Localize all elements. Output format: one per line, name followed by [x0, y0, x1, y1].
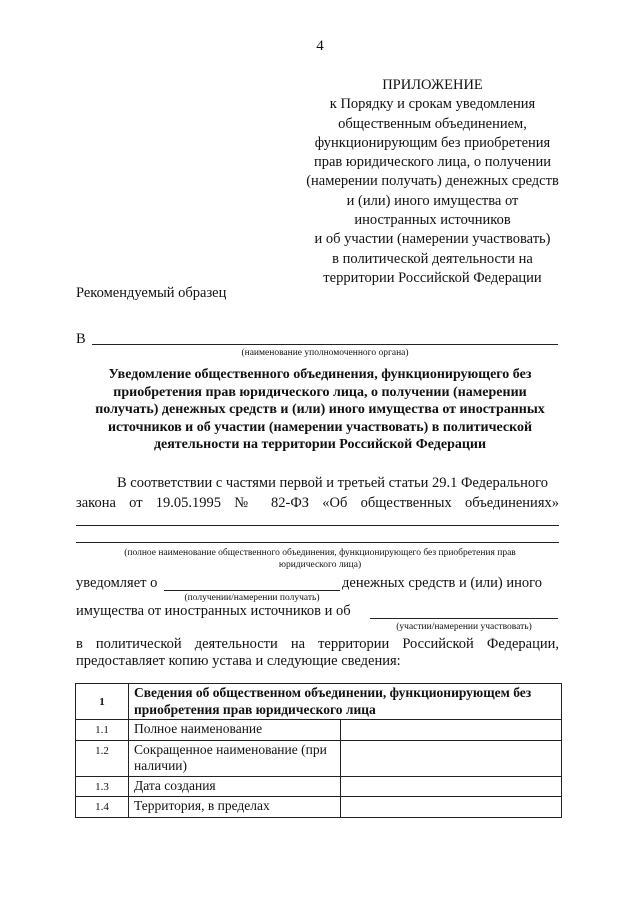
table-row	[76, 797, 562, 818]
header-title: Сведения об общественном объединении, функционирующем без приобретения прав юридического лица	[129, 684, 562, 720]
participation-field[interactable]	[370, 618, 558, 619]
table-row	[76, 720, 562, 741]
title-line: деятельности на территории Российской Федерации	[153, 437, 487, 453]
appendix-line: в политической деятельности на	[332, 250, 533, 267]
notifies-suffix: денежных средств и (или) иного	[342, 575, 542, 591]
appendix-line: ПРИЛОЖЕНИЕ	[382, 77, 483, 93]
appendix-line: к Порядку и срокам уведомления	[329, 96, 536, 113]
row-number: 1.4	[76, 797, 129, 818]
receipt-field[interactable]	[164, 590, 340, 591]
participation-caption: (участии/намерении участвовать)	[396, 622, 532, 632]
appendix-line: функционирующим без приобретения	[314, 134, 551, 151]
table-header-row	[76, 684, 562, 720]
org-caption-line: (полное наименование общественного объединения, функционирующего без приобретения прав	[124, 548, 516, 558]
row-label: Дата создания	[129, 776, 341, 797]
notification-title	[70, 366, 570, 454]
organization-info-table	[75, 683, 562, 818]
row-number: 1.3	[76, 776, 129, 797]
page-number: 4	[316, 38, 324, 54]
closing-line: в политической деятельности на территории Российской Федерации,	[76, 636, 559, 652]
notifies-prefix: уведомляет о	[76, 575, 158, 591]
addressee-caption: (наименование уполномоченного органа)	[241, 348, 409, 358]
receipt-caption: (получении/намерении получать)	[184, 593, 320, 603]
header-number: 1	[76, 684, 129, 720]
closing-line: предоставляет копию устава и следующие сведения:	[76, 653, 401, 669]
appendix-block	[290, 76, 575, 288]
appendix-line: (намерении получать) денежных средств	[306, 173, 559, 190]
row-value-cell[interactable]	[341, 776, 562, 797]
title-line: Уведомление общественного объединения, функционирующего без	[108, 367, 532, 382]
appendix-line: территории Российской Федерации	[323, 269, 542, 286]
property-text: имущества от иностранных источников и об	[76, 603, 351, 619]
row-number: 1.1	[76, 720, 129, 741]
table-row	[76, 776, 562, 797]
paragraph-line: В соответствии с частями первой и третьей статьи 29.1 Федерального	[117, 475, 548, 491]
row-label: Территория, в пределах	[129, 797, 341, 818]
row-label: Сокращенное наименование (при наличии)	[129, 740, 341, 776]
appendix-line: и об участии (намерении участвовать)	[314, 231, 551, 248]
appendix-line: общественным объединением,	[338, 115, 527, 132]
row-value-cell[interactable]	[341, 740, 562, 776]
row-label: Полное наименование	[129, 720, 341, 741]
table-row	[76, 740, 562, 776]
org-name-field-1[interactable]	[76, 525, 559, 526]
title-line: источников и об участии (намерении участвовать) в политической	[107, 419, 533, 435]
appendix-line: прав юридического лица, о получении	[313, 154, 552, 171]
title-line: получать) денежных средств и (или) иного имущества от иностранных	[95, 402, 545, 418]
recommended-sample-label: Рекомендуемый образец	[76, 285, 227, 301]
title-line: приобретения прав юридического лица, о получении (намерении	[113, 384, 527, 400]
appendix-line: и (или) иного имущества от	[346, 192, 519, 209]
addressee-prefix: В	[76, 331, 86, 347]
row-value-cell[interactable]	[341, 720, 562, 741]
org-caption-line: юридического лица)	[278, 560, 362, 570]
row-number: 1.2	[76, 740, 129, 776]
row-value-cell[interactable]	[341, 797, 562, 818]
appendix-line: иностранных источников	[354, 212, 511, 229]
paragraph-line: закона от 19.05.1995 № 82-ФЗ «Об общественных объединениях»	[76, 495, 559, 511]
org-name-field-2[interactable]	[76, 542, 559, 543]
org-name-caption	[70, 547, 570, 571]
addressee-field[interactable]	[92, 344, 558, 345]
